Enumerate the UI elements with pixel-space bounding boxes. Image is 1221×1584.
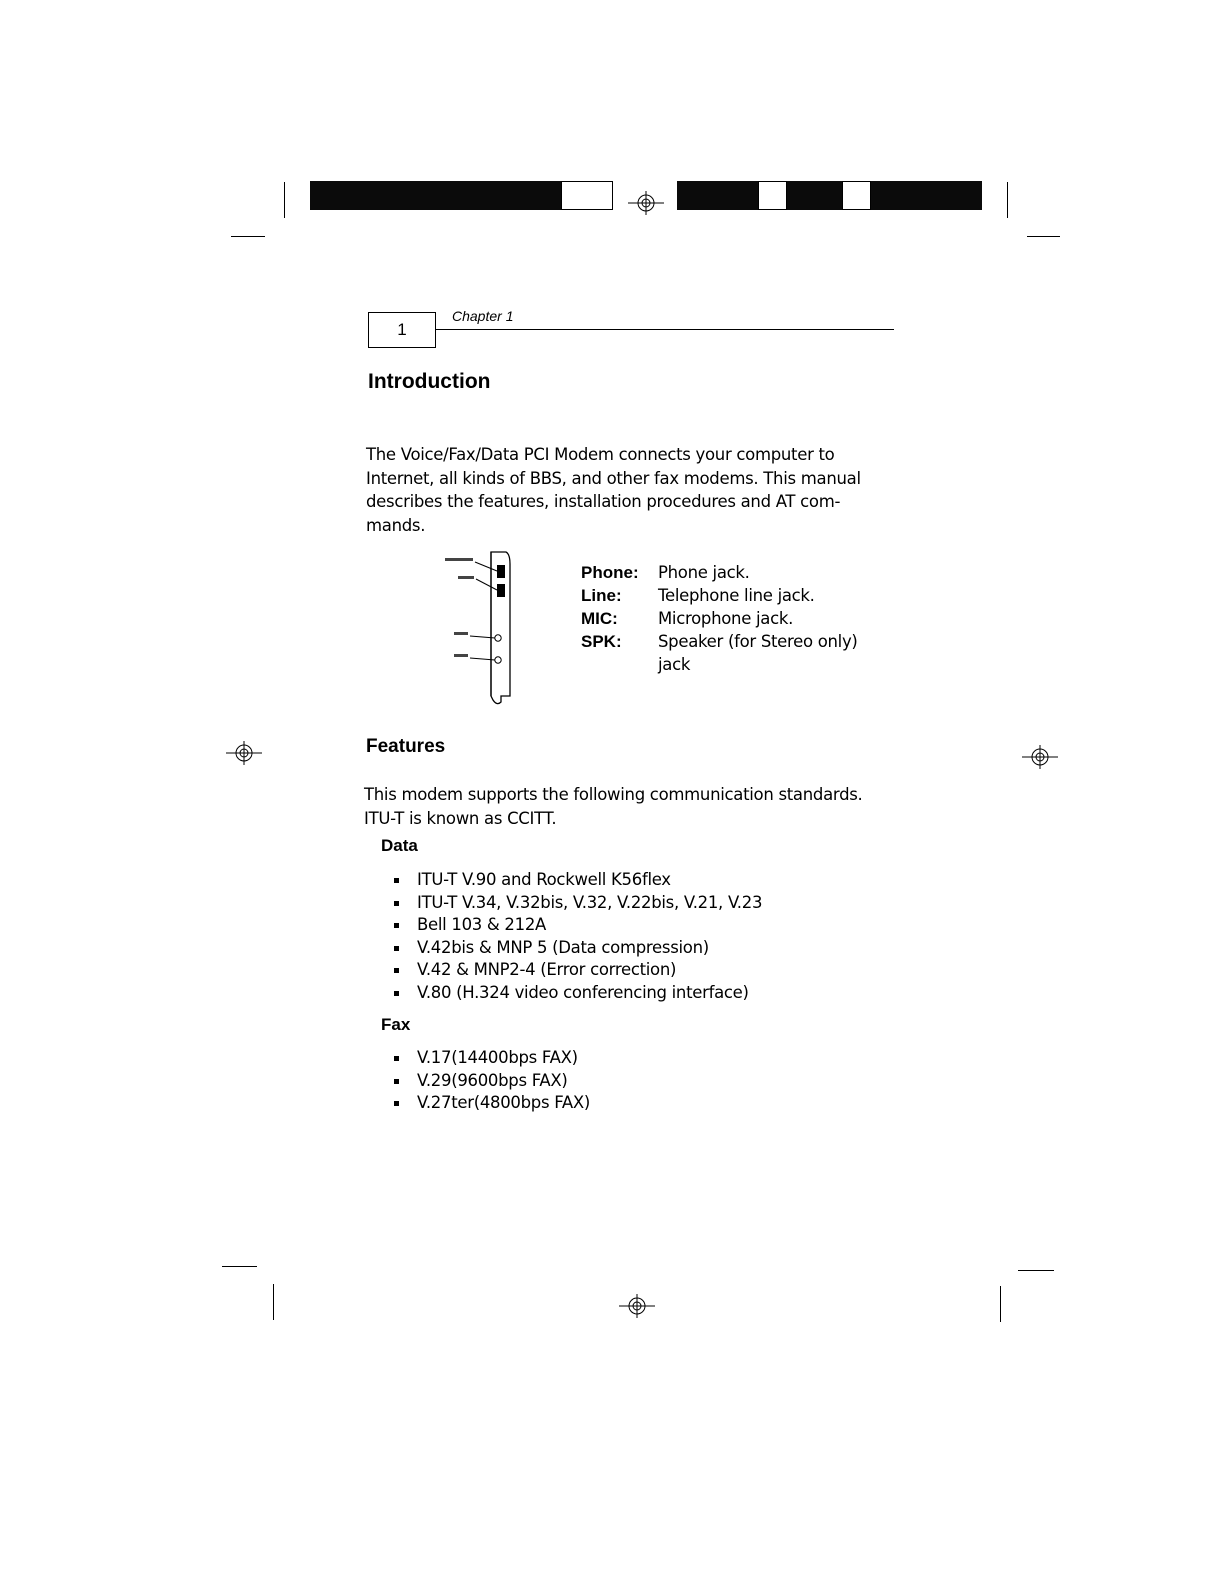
port-description: Microphone jack. xyxy=(658,609,794,628)
list-item: V.42bis & MNP 5 (Data compression) xyxy=(391,937,762,960)
data-standards-list xyxy=(391,869,762,1004)
port-description: jack xyxy=(658,655,691,674)
port-legend-row xyxy=(581,561,858,584)
paragraph-line: The Voice/Fax/Data PCI Modem connects your computer to xyxy=(366,445,835,464)
port-term xyxy=(581,653,658,676)
list-item: V.27ter(4800bps FAX) xyxy=(391,1092,590,1115)
data-heading: Data xyxy=(381,836,418,855)
crosshair-target-icon xyxy=(617,1291,657,1321)
crosshair-target-icon xyxy=(224,738,264,768)
introduction-heading: Introduction xyxy=(368,370,491,393)
list-item: V.80 (H.324 video conferencing interface) xyxy=(391,982,762,1005)
crop-mark xyxy=(284,182,285,218)
fax-standards-list xyxy=(391,1047,590,1115)
chapter-rule xyxy=(436,329,894,330)
port-term: SPK: xyxy=(581,632,622,651)
port-legend-row xyxy=(581,653,858,676)
crop-mark xyxy=(1007,182,1008,218)
list-item: ITU-T V.90 and Rockwell K56flex xyxy=(391,869,762,892)
crop-mark xyxy=(273,1284,274,1320)
paragraph-line: ITU-T is known as CCITT. xyxy=(364,808,557,828)
port-term: Phone: xyxy=(581,563,639,582)
port-legend xyxy=(581,561,858,676)
port-legend-row xyxy=(581,584,858,607)
list-item: Bell 103 & 212A xyxy=(391,914,762,937)
port-description: Speaker (for Stereo only) xyxy=(658,632,858,651)
port-legend-row xyxy=(581,630,858,653)
modem-bracket-illustration xyxy=(440,550,520,708)
port-legend-row xyxy=(581,607,858,630)
port-description: Phone jack. xyxy=(658,563,750,582)
chapter-number: 1 xyxy=(397,320,407,339)
list-item: V.17(14400bps FAX) xyxy=(391,1047,590,1070)
crop-mark xyxy=(231,236,265,237)
crosshair-target-icon xyxy=(626,188,666,218)
list-item: ITU-T V.34, V.32bis, V.32, V.22bis, V.21, V.23 xyxy=(391,892,762,915)
chapter-label: Chapter 1 xyxy=(452,308,514,324)
port-term: MIC: xyxy=(581,609,618,628)
crop-mark xyxy=(1018,1270,1054,1271)
paragraph-line: describes the features, installation procedures and AT com- xyxy=(366,492,841,511)
crop-mark xyxy=(1027,236,1060,237)
list-item: V.29(9600bps FAX) xyxy=(391,1070,590,1093)
crop-mark xyxy=(222,1266,257,1267)
paragraph-line: mands. xyxy=(366,515,426,535)
port-description: Telephone line jack. xyxy=(658,586,815,605)
crop-mark xyxy=(1000,1286,1001,1322)
features-paragraph xyxy=(364,783,904,830)
list-item: V.42 & MNP2-4 (Error correction) xyxy=(391,959,762,982)
port-term: Line: xyxy=(581,586,622,605)
paragraph-line: Internet, all kinds of BBS, and other fax modems. This manual xyxy=(366,468,861,488)
introduction-paragraph xyxy=(366,443,886,537)
chapter-number-box xyxy=(368,312,436,348)
fax-heading: Fax xyxy=(381,1015,411,1034)
crosshair-target-icon xyxy=(1020,742,1060,772)
features-heading: Features xyxy=(366,736,446,757)
paragraph-line: This modem supports the following communication standards. xyxy=(364,785,863,804)
